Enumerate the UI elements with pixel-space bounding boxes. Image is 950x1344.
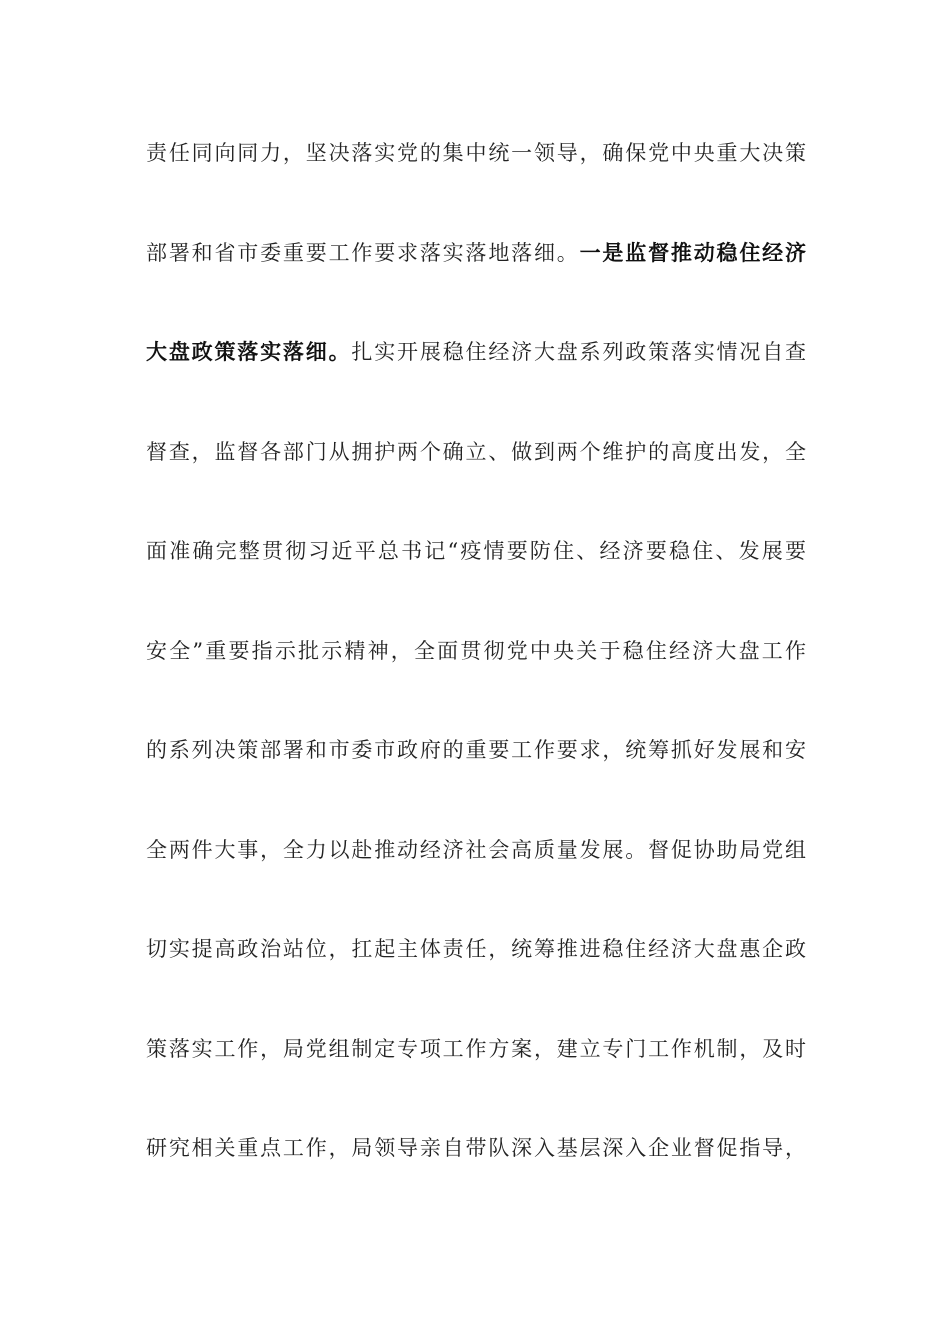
- text-run: 切实提高政治站位，扛起主体责任，统筹推进稳住经济大盘惠企政: [146, 937, 806, 961]
- text-run: 安全”重要指示批示精神，全面贯彻党中央关于稳住经济大盘工作: [146, 638, 806, 663]
- text-line: [146, 625, 806, 725]
- text-run: 扎实开展稳住经济大盘系列政策落实情况自查: [351, 340, 807, 364]
- text-run: 责任同向同力，坚决落实党的集中统一领导，确保党中央重大决策: [146, 141, 806, 165]
- text-run: 的系列决策部署和市委市政府的重要工作要求，统筹抓好发展和安: [146, 738, 806, 762]
- text-run: 研究相关重点工作，局领导亲自带队深入基层深入企业督促指导，: [146, 1136, 806, 1160]
- text-run: 部署和省市委重要工作要求落实落地落细。: [146, 240, 580, 265]
- text-line: [146, 326, 806, 426]
- text-line: [146, 525, 806, 625]
- text-run: 策落实工作，局党组制定专项工作方案，建立专门工作机制，及时: [146, 1036, 806, 1061]
- bold-text-run: 大盘政策落实落细。: [146, 339, 352, 364]
- text-run: 面准确完整贯彻习近平总书记“疫情要防住、经济要稳住、发展要: [146, 539, 806, 563]
- body-text: [146, 127, 806, 1222]
- text-line: [146, 923, 806, 1023]
- text-run: 全两件大事，全力以赴推动经济社会高质量发展。督促协助局党组: [146, 837, 806, 862]
- text-run: 督查，监督各部门从拥护两个确立、做到两个维护的高度出发，全: [146, 439, 806, 464]
- text-line: [146, 1023, 806, 1123]
- text-line: [146, 127, 806, 227]
- text-line: [146, 426, 806, 526]
- text-line: [146, 227, 806, 327]
- text-line: [146, 724, 806, 824]
- text-line: [146, 1122, 806, 1222]
- text-line: [146, 824, 806, 924]
- bold-text-run: 一是监督推动稳住经济: [579, 239, 807, 265]
